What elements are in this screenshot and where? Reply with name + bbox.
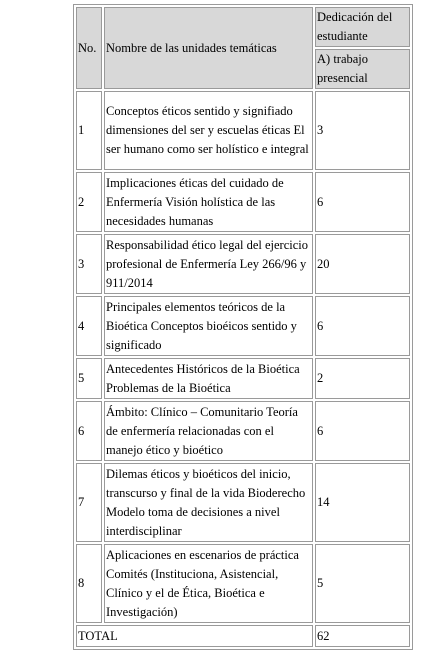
total-value: 62 xyxy=(315,625,410,647)
thematic-units-table xyxy=(73,4,413,650)
table-row xyxy=(76,91,410,170)
table-row xyxy=(76,401,410,461)
header-unit-name: Nombre de las unidades temáticas xyxy=(104,7,313,89)
header-in-person-work: A) trabajo presencial xyxy=(315,49,410,89)
header-no: No. xyxy=(76,7,102,89)
document-page xyxy=(73,4,413,650)
table-row xyxy=(76,463,410,542)
table-row xyxy=(76,358,410,399)
row-hours: 14 xyxy=(315,463,410,542)
table-row xyxy=(76,172,410,232)
total-row xyxy=(76,625,410,647)
table-row xyxy=(76,544,410,623)
row-number: 1 xyxy=(76,91,102,170)
row-number: 2 xyxy=(76,172,102,232)
row-hours: 6 xyxy=(315,401,410,461)
row-number: 8 xyxy=(76,544,102,623)
row-unit-name: Ámbito: Clínico – Comunitario Teoría de enfermería relacionadas con el manejo ético y bioético xyxy=(104,401,313,461)
row-unit-name: Principales elementos teóricos de la Bioética Conceptos bioéicos sentido y significado xyxy=(104,296,313,356)
header-dedication: Dedicación del estudiante xyxy=(315,7,410,47)
total-label: TOTAL xyxy=(76,625,313,647)
row-hours: 2 xyxy=(315,358,410,399)
row-unit-name: Conceptos éticos sentido y signifiado dimensiones del ser y escuelas éticas El ser humano como ser holístico e integral xyxy=(104,91,313,170)
row-number: 5 xyxy=(76,358,102,399)
row-hours: 3 xyxy=(315,91,410,170)
table-row xyxy=(76,296,410,356)
row-hours: 5 xyxy=(315,544,410,623)
row-number: 6 xyxy=(76,401,102,461)
row-hours: 20 xyxy=(315,234,410,294)
row-number: 3 xyxy=(76,234,102,294)
row-unit-name: Dilemas éticos y bioéticos del inicio, transcurso y final de la vida Bioderecho Modelo toma de decisiones a nivel interdisciplinar xyxy=(104,463,313,542)
row-unit-name: Antecedentes Históricos de la Bioética Problemas de la Bioética xyxy=(104,358,313,399)
row-hours: 6 xyxy=(315,296,410,356)
table-row xyxy=(76,234,410,294)
header-row xyxy=(76,7,410,47)
row-number: 7 xyxy=(76,463,102,542)
row-unit-name: Implicaciones éticas del cuidado de Enfermería Visión holística de las necesidades humanas xyxy=(104,172,313,232)
row-unit-name: Responsabilidad ético legal del ejercicio profesional de Enfermería Ley 266/96 y 911/2014 xyxy=(104,234,313,294)
row-unit-name: Aplicaciones en escenarios de práctica Comités (Instituciona, Asistencial, Clínico y el de Ética, Bioética e Investigación) xyxy=(104,544,313,623)
row-hours: 6 xyxy=(315,172,410,232)
row-number: 4 xyxy=(76,296,102,356)
